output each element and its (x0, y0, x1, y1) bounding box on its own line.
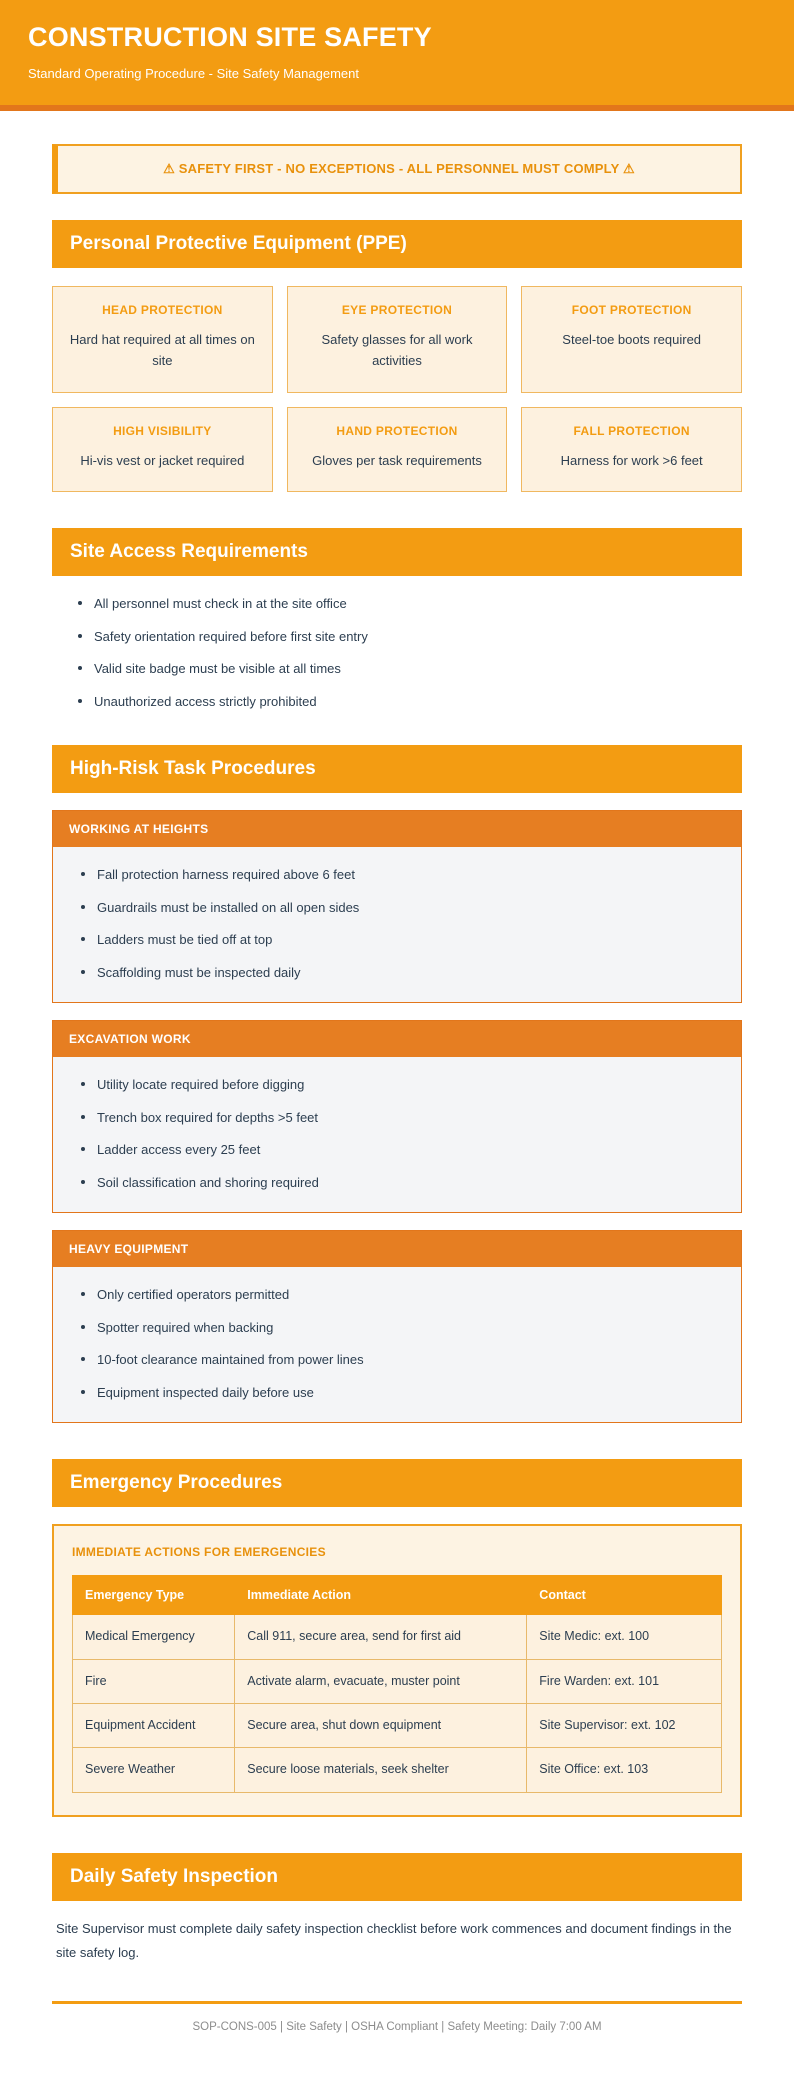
table-body (73, 1615, 722, 1793)
ppe-card-title: HEAD PROTECTION (102, 303, 223, 318)
table-row (73, 1615, 722, 1659)
task-block-excavation-work (52, 1020, 742, 1213)
ppe-card-title: HIGH VISIBILITY (113, 423, 212, 438)
cell-immediate-action: Secure area, shut down equipment (235, 1704, 527, 1748)
content-column (52, 111, 742, 1965)
list-item: Only certified operators permitted (81, 1285, 735, 1305)
cell-immediate-action: Activate alarm, evacuate, muster point (235, 1659, 527, 1703)
list-item: Soil classification and shoring required (81, 1173, 735, 1193)
ppe-card (52, 286, 273, 393)
cell-contact: Fire Warden: ext. 101 (527, 1659, 722, 1703)
task-list (59, 861, 735, 982)
ppe-card-title: FALL PROTECTION (573, 423, 690, 438)
section-title-high-risk: High-Risk Task Procedures (52, 745, 742, 793)
task-block-body (53, 1057, 741, 1212)
list-item: Spotter required when backing (81, 1318, 735, 1338)
list-item: Ladders must be tied off at top (81, 930, 735, 950)
task-block-working-at-heights (52, 810, 742, 1003)
task-block-title: HEAVY EQUIPMENT (53, 1231, 741, 1267)
ppe-card (521, 286, 742, 393)
cell-emergency-type: Fire (73, 1659, 235, 1703)
task-block-body (53, 847, 741, 1002)
list-item: All personnel must check in at the site office (78, 594, 738, 614)
list-item: Scaffolding must be inspected daily (81, 963, 735, 983)
emergency-panel-title: IMMEDIATE ACTIONS FOR EMERGENCIES (72, 1545, 326, 1560)
cell-contact: Site Supervisor: ext. 102 (527, 1704, 722, 1748)
column-header-contact: Contact (527, 1576, 722, 1615)
ppe-card (287, 286, 508, 393)
list-item: Trench box required for depths >5 feet (81, 1108, 735, 1128)
column-header-immediate-action: Immediate Action (235, 1576, 527, 1615)
list-item: Guardrails must be installed on all open sides (81, 898, 735, 918)
ppe-card-description: Harness for work >6 feet (560, 452, 703, 468)
ppe-card (287, 407, 508, 492)
ppe-card-description: Hi-vis vest or jacket required (80, 452, 245, 468)
task-block-heavy-equipment (52, 1230, 742, 1423)
ppe-card-title: EYE PROTECTION (341, 303, 453, 318)
document-footer (52, 2001, 742, 2073)
table-header (73, 1576, 722, 1615)
section-site-access (52, 528, 742, 711)
ppe-card-grid (52, 268, 742, 492)
list-item: Unauthorized access strictly prohibited (78, 692, 738, 712)
document-header (0, 0, 794, 111)
list-item: Equipment inspected daily before use (81, 1383, 735, 1403)
cell-contact: Site Office: ext. 103 (527, 1748, 722, 1792)
cell-emergency-type: Medical Emergency (73, 1615, 235, 1659)
task-block-title: EXCAVATION WORK (53, 1021, 741, 1057)
cell-immediate-action: Secure loose materials, seek shelter (235, 1748, 527, 1792)
cell-emergency-type: Equipment Accident (73, 1704, 235, 1748)
page-title: CONSTRUCTION SITE SAFETY (28, 22, 432, 52)
ppe-card (521, 407, 742, 492)
task-block-body (53, 1267, 741, 1422)
ppe-card (52, 407, 273, 492)
task-block-title: WORKING AT HEIGHTS (53, 811, 741, 847)
section-title-emergency: Emergency Procedures (52, 1459, 742, 1507)
table-row (73, 1704, 722, 1748)
section-high-risk (52, 745, 742, 1423)
section-title-daily-inspection: Daily Safety Inspection (52, 1853, 742, 1901)
list-item: Valid site badge must be visible at all times (78, 659, 738, 679)
site-access-body (52, 576, 742, 711)
list-item: Safety orientation required before first site entry (78, 627, 738, 647)
section-title-site-access: Site Access Requirements (52, 528, 742, 576)
table-header-row (73, 1576, 722, 1615)
safety-warning-text: ⚠ SAFETY FIRST - NO EXCEPTIONS - ALL PERSONNEL MUST COMPLY ⚠ (163, 161, 635, 177)
ppe-card-title: HAND PROTECTION (336, 423, 458, 438)
section-ppe (52, 220, 742, 492)
daily-inspection-paragraph: Site Supervisor must complete daily safety inspection checklist before work commences and document findings in the site safety log. (56, 1920, 732, 1960)
list-item: Utility locate required before digging (81, 1075, 735, 1095)
table-row (73, 1659, 722, 1703)
cell-contact: Site Medic: ext. 100 (527, 1615, 722, 1659)
cell-immediate-action: Call 911, secure area, send for first aid (235, 1615, 527, 1659)
list-item: Fall protection harness required above 6 feet (81, 865, 735, 885)
table-row (73, 1748, 722, 1792)
emergency-actions-table (72, 1575, 722, 1793)
section-title-ppe: Personal Protective Equipment (PPE) (52, 220, 742, 268)
ppe-card-description: Safety glasses for all work activities (321, 332, 473, 369)
column-header-emergency-type: Emergency Type (73, 1576, 235, 1615)
task-list (59, 1071, 735, 1192)
emergency-actions-panel (52, 1524, 742, 1817)
list-item: Ladder access every 25 feet (81, 1140, 735, 1160)
footer-text: SOP-CONS-005 | Site Safety | OSHA Compliant | Safety Meeting: Daily 7:00 AM (192, 2020, 602, 2033)
section-daily-inspection (52, 1853, 742, 1965)
ppe-card-title: FOOT PROTECTION (571, 303, 692, 318)
ppe-card-description: Hard hat required at all times on site (69, 332, 255, 369)
site-access-list (56, 590, 738, 711)
list-item: 10-foot clearance maintained from power lines (81, 1350, 735, 1370)
task-list (59, 1281, 735, 1402)
cell-emergency-type: Severe Weather (73, 1748, 235, 1792)
section-emergency (52, 1459, 742, 1817)
ppe-card-description: Gloves per task requirements (312, 452, 482, 468)
page-subtitle: Standard Operating Procedure - Site Safety Management (28, 66, 359, 82)
ppe-card-description: Steel-toe boots required (562, 332, 702, 348)
safety-warning-banner (52, 144, 742, 194)
